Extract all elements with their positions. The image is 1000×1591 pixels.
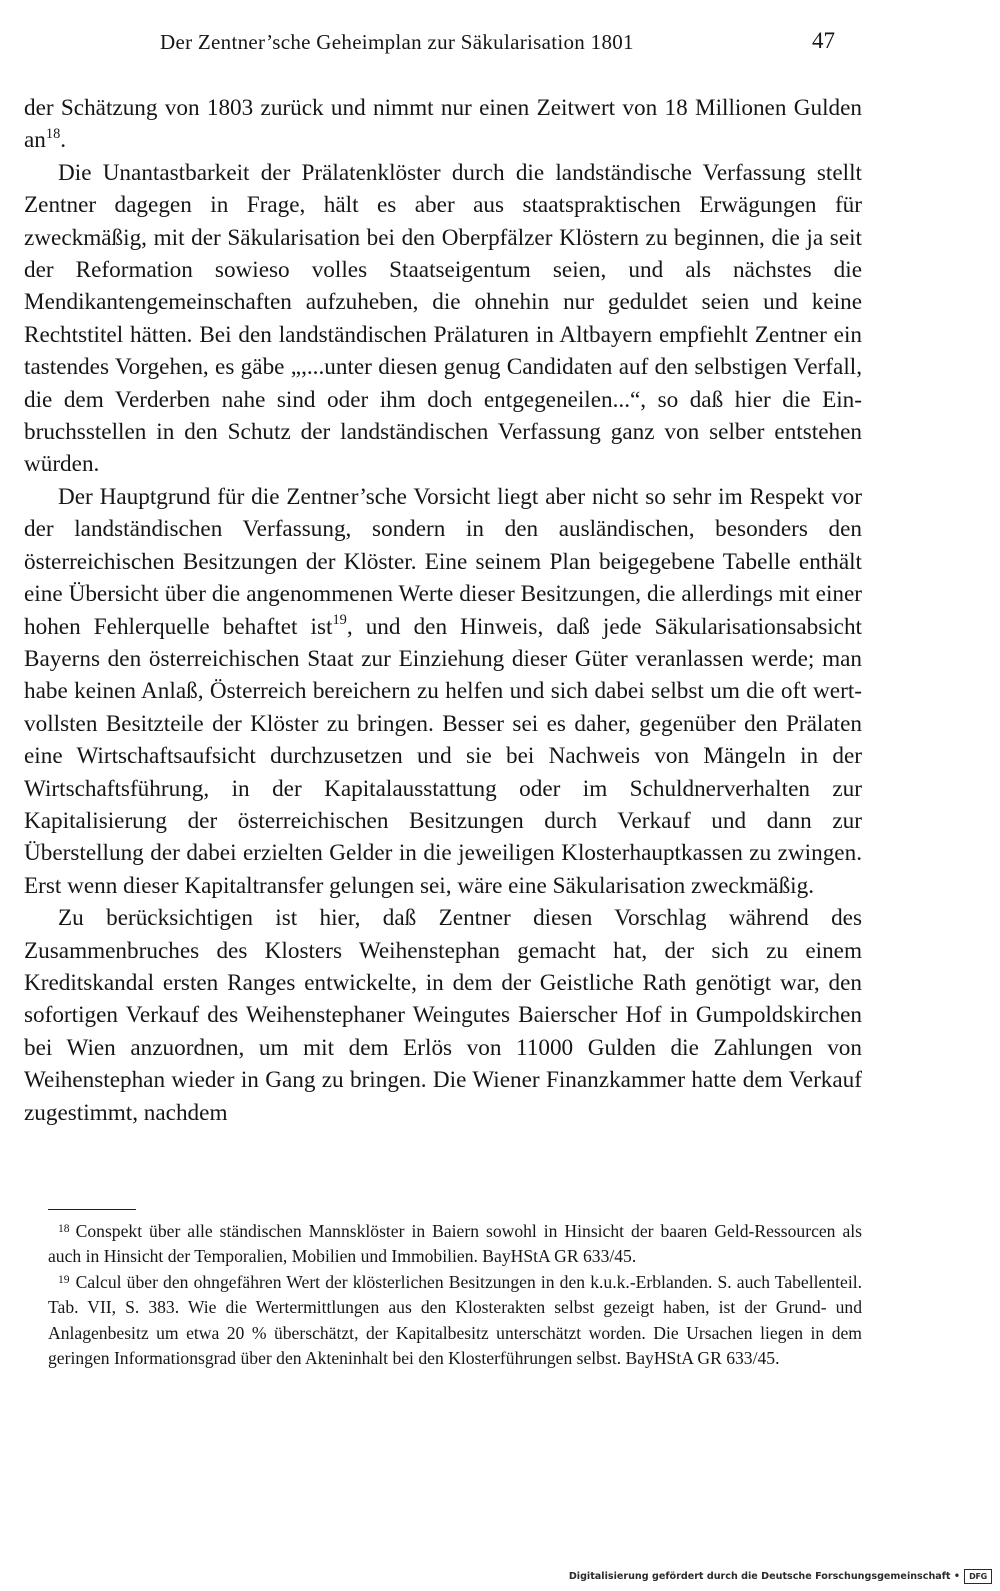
footnote-ref-19: 19 bbox=[332, 612, 347, 629]
main-text bbox=[24, 92, 862, 1129]
footnote-ref-18: 18 bbox=[45, 125, 61, 142]
digitization-credit bbox=[569, 1567, 992, 1585]
running-title: Der Zentner’sche Geheimplan zur Säkularisation 1801 bbox=[160, 30, 634, 54]
paragraph-3-text-b: , und den Hinweis, daß jede Säkularisationsabsicht Bayerns den österreichischen Staat zur Einziehung dieser Güter veranlassen werde; man habe keinen Anlaß, Österreich bereichern zu helfen und sich dabei selbst um die oft wertvollsten Besitzteile der Klöster zu bringen. Besser sei es daher, gegenüber den Prälaten eine Wirtschaftsaufsicht durchzusetzen und sie bei Nachweis von Mängeln in der Wirtschaftsführung, in der Kapitalausstattung oder im Schuldnerverhalten zur Kapitalisierung der österreichischen Besitzungen durch Verkauf und dann zur Überstellung der dabei erzielten Gelder in die jeweiligen Klosterhauptkassen zu zwingen. Erst wenn dieser Kapitaltransfer gelungen sei, wäre eine Säkularisation zweckmäßig. bbox=[24, 613, 862, 899]
footnote-19-text: Calcul über den ohngefähren Wert der klösterlichen Besitzungen in den k.u.k.-Erblanden. S. auch Tabellenteil. Tab. VII, S. 383. Wie die Wertermittlungen aus den Klosterakten selbst gezeigt haben, ist der Grund- und Anlagenbesitz um etwa 20 % überschätzt, der Kapitalbesitz unterschätzt worden. Die Ursachen liegen in dem geringen Informationsgrad über den Akteninhalt bei den Klosterführungen selbst. BayHStA GR 633/45. bbox=[48, 1271, 862, 1369]
paragraph-2: Die Unantastbarkeit der Prälatenklöster durch die landständische Verfassung stellt Zentner dagegen in Frage, hält es aber aus staatspraktischen Erwägungen für zweckmäßig, mit der Säkularisation bei den Oberpfälzer Klöstern zu beginnen, die ja seit der Reformation sowieso volles Staatseigentum seien, und als nächstes die Mendikantengemeinschaften aufzuheben, die ohnehin nur geduldet seien und keine Rechtstitel hätten. Bei den landständischen Prälaturen in Altbayern empfiehlt Zentner ein tastendes Vorgehen, es gäbe „,...unter diesen genug Candidaten auf den selbstigen Verfall, die dem Verderben nahe sind oder ihm doch entgegeneilen...“, so daß hier die Einbruchsstellen in den Schutz der landständischen Verfassung ganz von selber entstehen würden. bbox=[24, 159, 862, 478]
footnote-divider bbox=[48, 1209, 136, 1210]
paragraph-3 bbox=[24, 481, 862, 902]
footnote-18-mark: 18 bbox=[58, 1221, 70, 1235]
digitization-credit-text: Digitalisierung gefördert durch die Deutsche Forschungsgemeinschaft • bbox=[568, 1570, 960, 1582]
paragraph-1-end: . bbox=[60, 127, 67, 154]
paragraph-1 bbox=[24, 92, 862, 157]
footnote-19 bbox=[48, 1270, 862, 1372]
footnote-18 bbox=[48, 1219, 862, 1270]
paragraph-4: Zu berücksichtigen ist hier, daß Zentner diesen Vorschlag während des Zusammenbruches des Klosters Weihenstephan gemacht hat, der sich zu einem Kreditskandal ersten Ranges entwickelte, in dem der Geistliche Rath genötigt war, den sofortigen Verkauf des Weihenstephaner Weingutes Baierscher Hof in Gumpoldskirchen bei Wien anzuordnen, um mit dem Erlös von 11000 Gulden die Zahlungen von Weihenstephan wieder in Gang zu bringen. Die Wiener Finanzkammer hatte dem Verkauf zugestimmt, nachdem bbox=[24, 905, 862, 1126]
page-number: 47 bbox=[812, 28, 835, 53]
footnote-18-text: Conspekt über alle ständischen Mannsklöster in Baiern sowohl in Hinsicht der baaren Geld-Ressourcen als auch in Hinsicht der Temporalien, Mobilien und Immobilien. BayHStA GR 633/45. bbox=[48, 1221, 862, 1267]
footnotes bbox=[48, 1219, 862, 1371]
dfg-logo-icon: DFG bbox=[964, 1569, 992, 1584]
footnote-19-mark: 19 bbox=[58, 1272, 70, 1286]
paragraph-1-text: der Schätzung von 1803 zurück und nimmt nur einen Zeitwert von 18 Millionen Gulden an bbox=[24, 95, 862, 154]
paragraph-3-text-a: Der Hauptgrund für die Zentner’sche Vorsicht liegt aber nicht so sehr im Respekt vor der landständischen Verfassung, sondern in den ausländischen, besonders den österreichischen Besitzungen der Klöster. Eine seinem Plan beigegebene Tabelle enthält eine Übersicht über die angenommenen Werte dieser Besitzungen, die allerdings mit einer hohen Fehlerquelle behaftet ist bbox=[24, 483, 862, 640]
